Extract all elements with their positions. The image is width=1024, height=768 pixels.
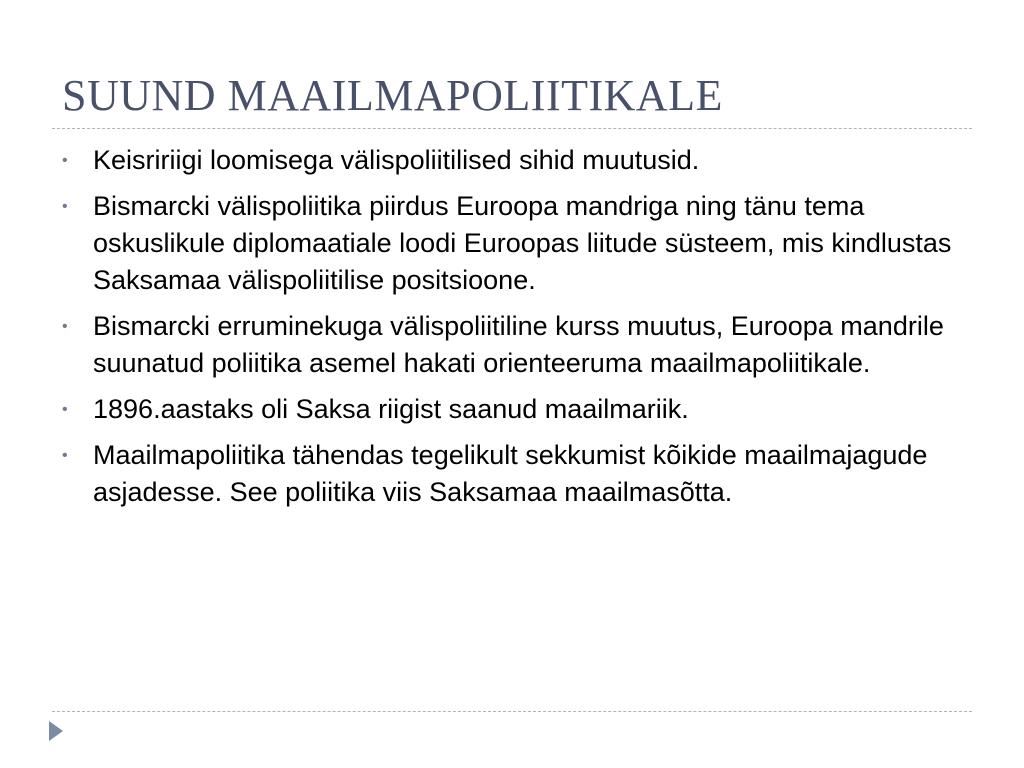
play-triangle-icon[interactable]: [49, 721, 63, 741]
bullet-dot-icon: •: [62, 447, 68, 464]
bullet-item: [62, 142, 972, 179]
bullet-text: Maailmapoliitika tähendas tegelikult sekkumist kõikide maailmajagude asjadesse. See poliitika viis Saksamaa maailmasõtta.: [93, 440, 928, 507]
bullet-item: [62, 437, 972, 511]
footer-divider: [52, 711, 972, 712]
bullet-item: [62, 308, 972, 382]
bullet-dot-icon: •: [62, 198, 68, 215]
title-divider: [52, 128, 972, 129]
bullet-text: 1896.aastaks oli Saksa riigist saanud maailmariik.: [93, 394, 689, 424]
bullet-text: Keisririigi loomisega välispoliitilised sihid muutusid.: [93, 145, 700, 175]
bullet-dot-icon: •: [62, 318, 68, 335]
bullet-dot-icon: •: [62, 152, 68, 169]
bullet-list: [62, 142, 972, 520]
bullet-dot-icon: •: [62, 401, 68, 418]
bullet-text: Bismarcki välispoliitika piirdus Euroopa mandriga ning tänu tema oskuslikule diplomaatiale loodi Euroopas liitude süsteem, mis kindlustas Saksamaa välispoliitilise positsioone.: [93, 191, 952, 295]
slide-title: SUUND MAAILMAPOLIITIKALE: [62, 71, 723, 120]
bullet-text: Bismarcki erruminekuga välispoliitiline kurss muutus, Euroopa mandrile suunatud poliitika asemel hakati orienteeruma maailmapoliitikale.: [93, 311, 944, 378]
bullet-item: [62, 391, 972, 428]
bullet-item: [62, 188, 972, 299]
